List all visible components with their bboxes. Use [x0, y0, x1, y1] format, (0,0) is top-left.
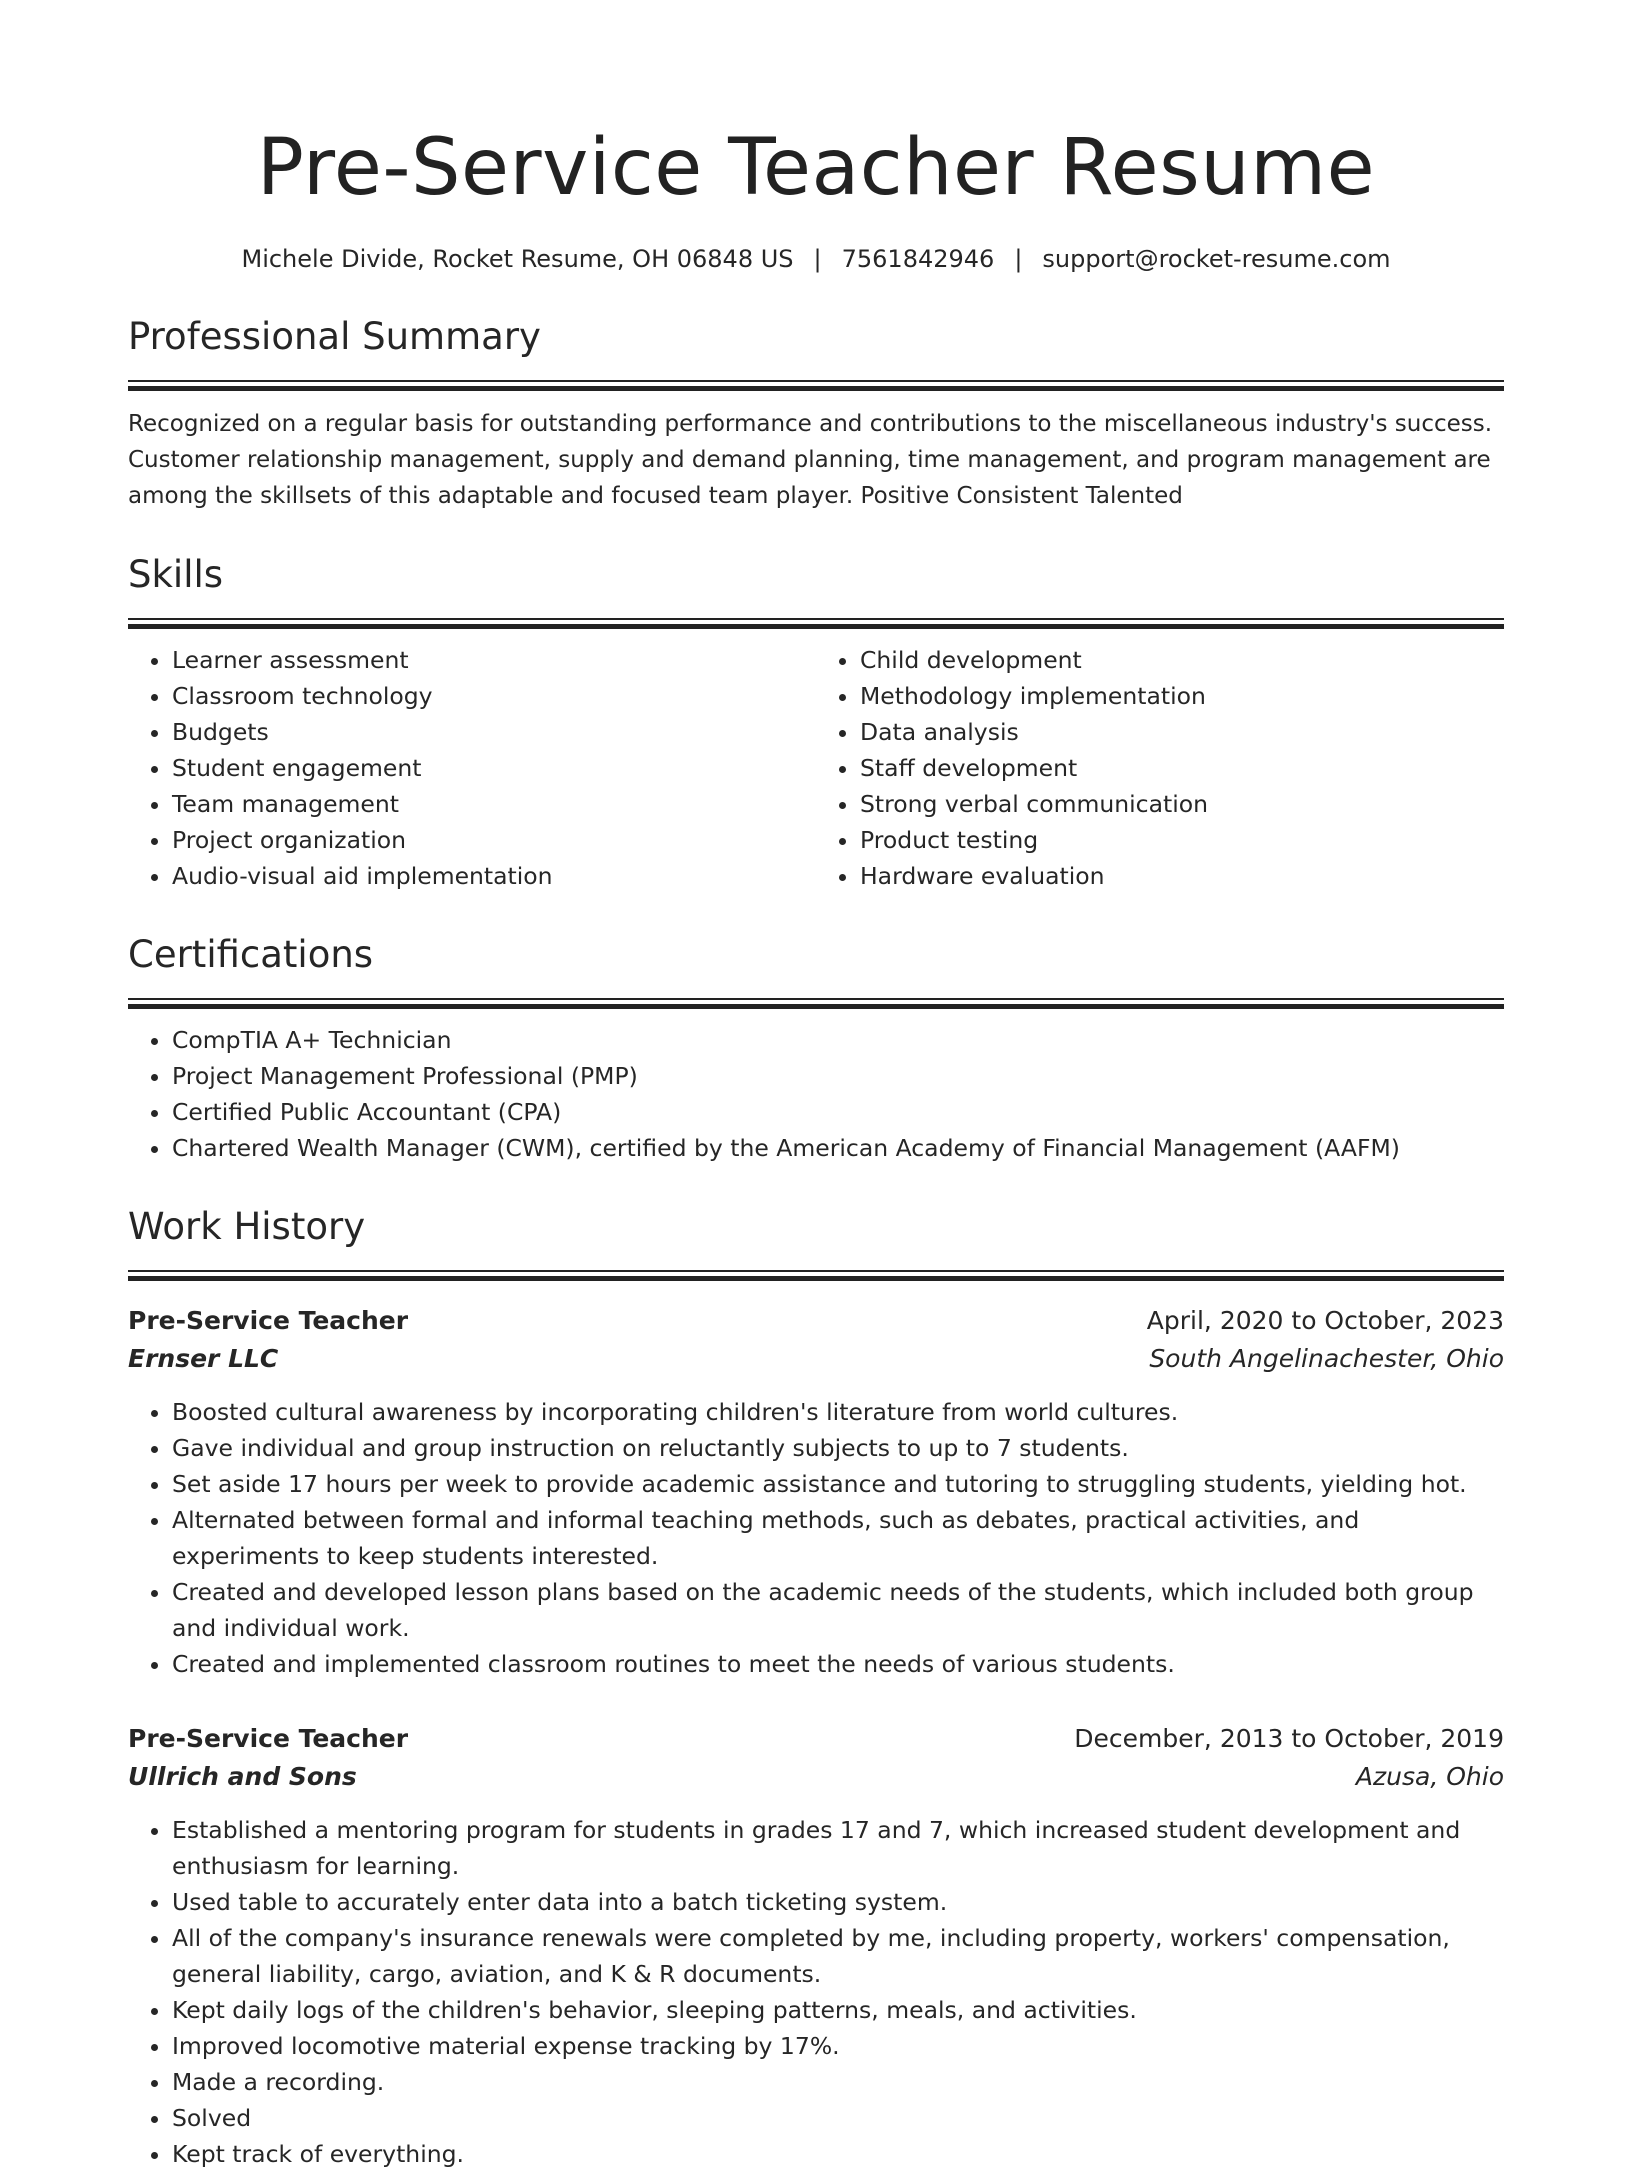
- job-entry: [128, 1302, 1504, 1682]
- job-location: South Angelinachester, Ohio: [1149, 1344, 1504, 1373]
- skill-item: • Team management: [172, 786, 816, 822]
- job-bullets: [128, 1394, 1504, 1682]
- job-bullet: • Created and developed lesson plans based on the academic needs of the students, which included both group and individual work.: [172, 1574, 1504, 1646]
- section-divider: [128, 618, 1504, 630]
- page-title: Pre-Service Teacher Resume: [256, 123, 1376, 213]
- job-bullet: • Set aside 17 hours per week to provide academic assistance and tutoring to struggling students, yielding hot.: [172, 1466, 1504, 1502]
- skill-item: • Student engagement: [172, 750, 816, 786]
- job-location: Azusa, Ohio: [1355, 1762, 1504, 1791]
- skill-item: • Data analysis: [860, 714, 1504, 750]
- skill-item: • Strong verbal communication: [860, 786, 1504, 822]
- job-dates: December, 2013 to October, 2019: [1074, 1724, 1504, 1753]
- section-divider: [128, 1270, 1504, 1282]
- job-bullet: • Used table to accurately enter data into a batch ticketing system.: [172, 1884, 1504, 1920]
- job-bullet: • Created and implemented classroom routines to meet the needs of various students.: [172, 1646, 1504, 1682]
- job-bullet: • Solved: [172, 2100, 1504, 2136]
- certification-item: • Chartered Wealth Manager (CWM), certified by the American Academy of Financial Management (AAFM): [172, 1130, 1504, 1166]
- section-divider: [128, 998, 1504, 1010]
- skills-list-left: [128, 642, 816, 894]
- certifications-section: [128, 932, 1504, 1166]
- certification-item: • Certified Public Accountant (CPA): [172, 1094, 1504, 1130]
- job-header-row: [128, 1720, 1504, 1758]
- skill-item: • Project organization: [172, 822, 816, 858]
- contact-phone: 7561842946: [841, 245, 995, 273]
- certifications-list: [128, 1022, 1504, 1166]
- contact-email: support@rocket-resume.com: [1042, 245, 1391, 273]
- contact-line: [128, 242, 1504, 276]
- job-header-row: [128, 1302, 1504, 1340]
- contact-separator: |: [813, 245, 822, 273]
- job-title: Pre-Service Teacher: [128, 1724, 409, 1753]
- job-dates: April, 2020 to October, 2023: [1146, 1306, 1504, 1335]
- skill-item: • Classroom technology: [172, 678, 816, 714]
- job-company-row: [128, 1758, 1504, 1796]
- job-bullet: • All of the company's insurance renewals were completed by me, including property, workers' compensation, general liability, cargo, aviation, and K & R documents.: [172, 1920, 1504, 1992]
- job-bullets: [128, 1812, 1504, 2172]
- skill-item: • Hardware evaluation: [860, 858, 1504, 894]
- skill-item: • Methodology implementation: [860, 678, 1504, 714]
- certification-item: • Project Management Professional (PMP): [172, 1058, 1504, 1094]
- job-bullet: • Established a mentoring program for students in grades 17 and 7, which increased student development and enthusiasm for learning.: [172, 1812, 1504, 1884]
- summary-heading: Professional Summary: [128, 315, 541, 358]
- work-history-section: [128, 1204, 1504, 2172]
- skill-item: • Learner assessment: [172, 642, 816, 678]
- certification-item: • CompTIA A+ Technician: [172, 1022, 1504, 1058]
- skill-item: • Child development: [860, 642, 1504, 678]
- job-company-row: [128, 1340, 1504, 1378]
- skills-heading: Skills: [128, 553, 224, 596]
- job-company: Ernser LLC: [128, 1344, 279, 1373]
- skill-item: • Audio-visual aid implementation: [172, 858, 816, 894]
- job-title: Pre-Service Teacher: [128, 1306, 409, 1335]
- job-entry: [128, 1720, 1504, 2172]
- job-bullet: • Kept daily logs of the children's behavior, sleeping patterns, meals, and activities.: [172, 1992, 1504, 2028]
- certifications-heading: Certifications: [128, 933, 374, 976]
- job-company: Ullrich and Sons: [128, 1762, 357, 1791]
- section-divider: [128, 380, 1504, 392]
- job-bullet: • Gave individual and group instruction on reluctantly subjects to up to 7 students.: [172, 1430, 1504, 1466]
- job-bullet: • Boosted cultural awareness by incorporating children's literature from world cultures.: [172, 1394, 1504, 1430]
- skill-item: • Staff development: [860, 750, 1504, 786]
- job-bullet: • Made a recording.: [172, 2064, 1504, 2100]
- skill-item: • Budgets: [172, 714, 816, 750]
- skill-item: • Product testing: [860, 822, 1504, 858]
- work-history-heading: Work History: [128, 1205, 366, 1248]
- summary-text: Recognized on a regular basis for outstanding performance and contributions to the miscellaneous industry's success. Customer relationship management, supply and demand planning, time management, and program management are among the skillsets of this adaptable and focused team player. Positive Consistent Talented: [128, 411, 1493, 509]
- job-bullet: • Improved locomotive material expense tracking by 17%.: [172, 2028, 1504, 2064]
- skills-grid: [128, 630, 1504, 894]
- job-bullet: • Kept track of everything.: [172, 2136, 1504, 2172]
- contact-address: Michele Divide, Rocket Resume, OH 06848 US: [241, 245, 794, 273]
- summary-section: [128, 314, 1504, 514]
- job-bullet: • Alternated between formal and informal teaching methods, such as debates, practical activities, and experiments to keep students interested.: [172, 1502, 1504, 1574]
- skills-list-right: [816, 642, 1504, 894]
- skills-section: [128, 552, 1504, 894]
- contact-separator: |: [1014, 245, 1023, 273]
